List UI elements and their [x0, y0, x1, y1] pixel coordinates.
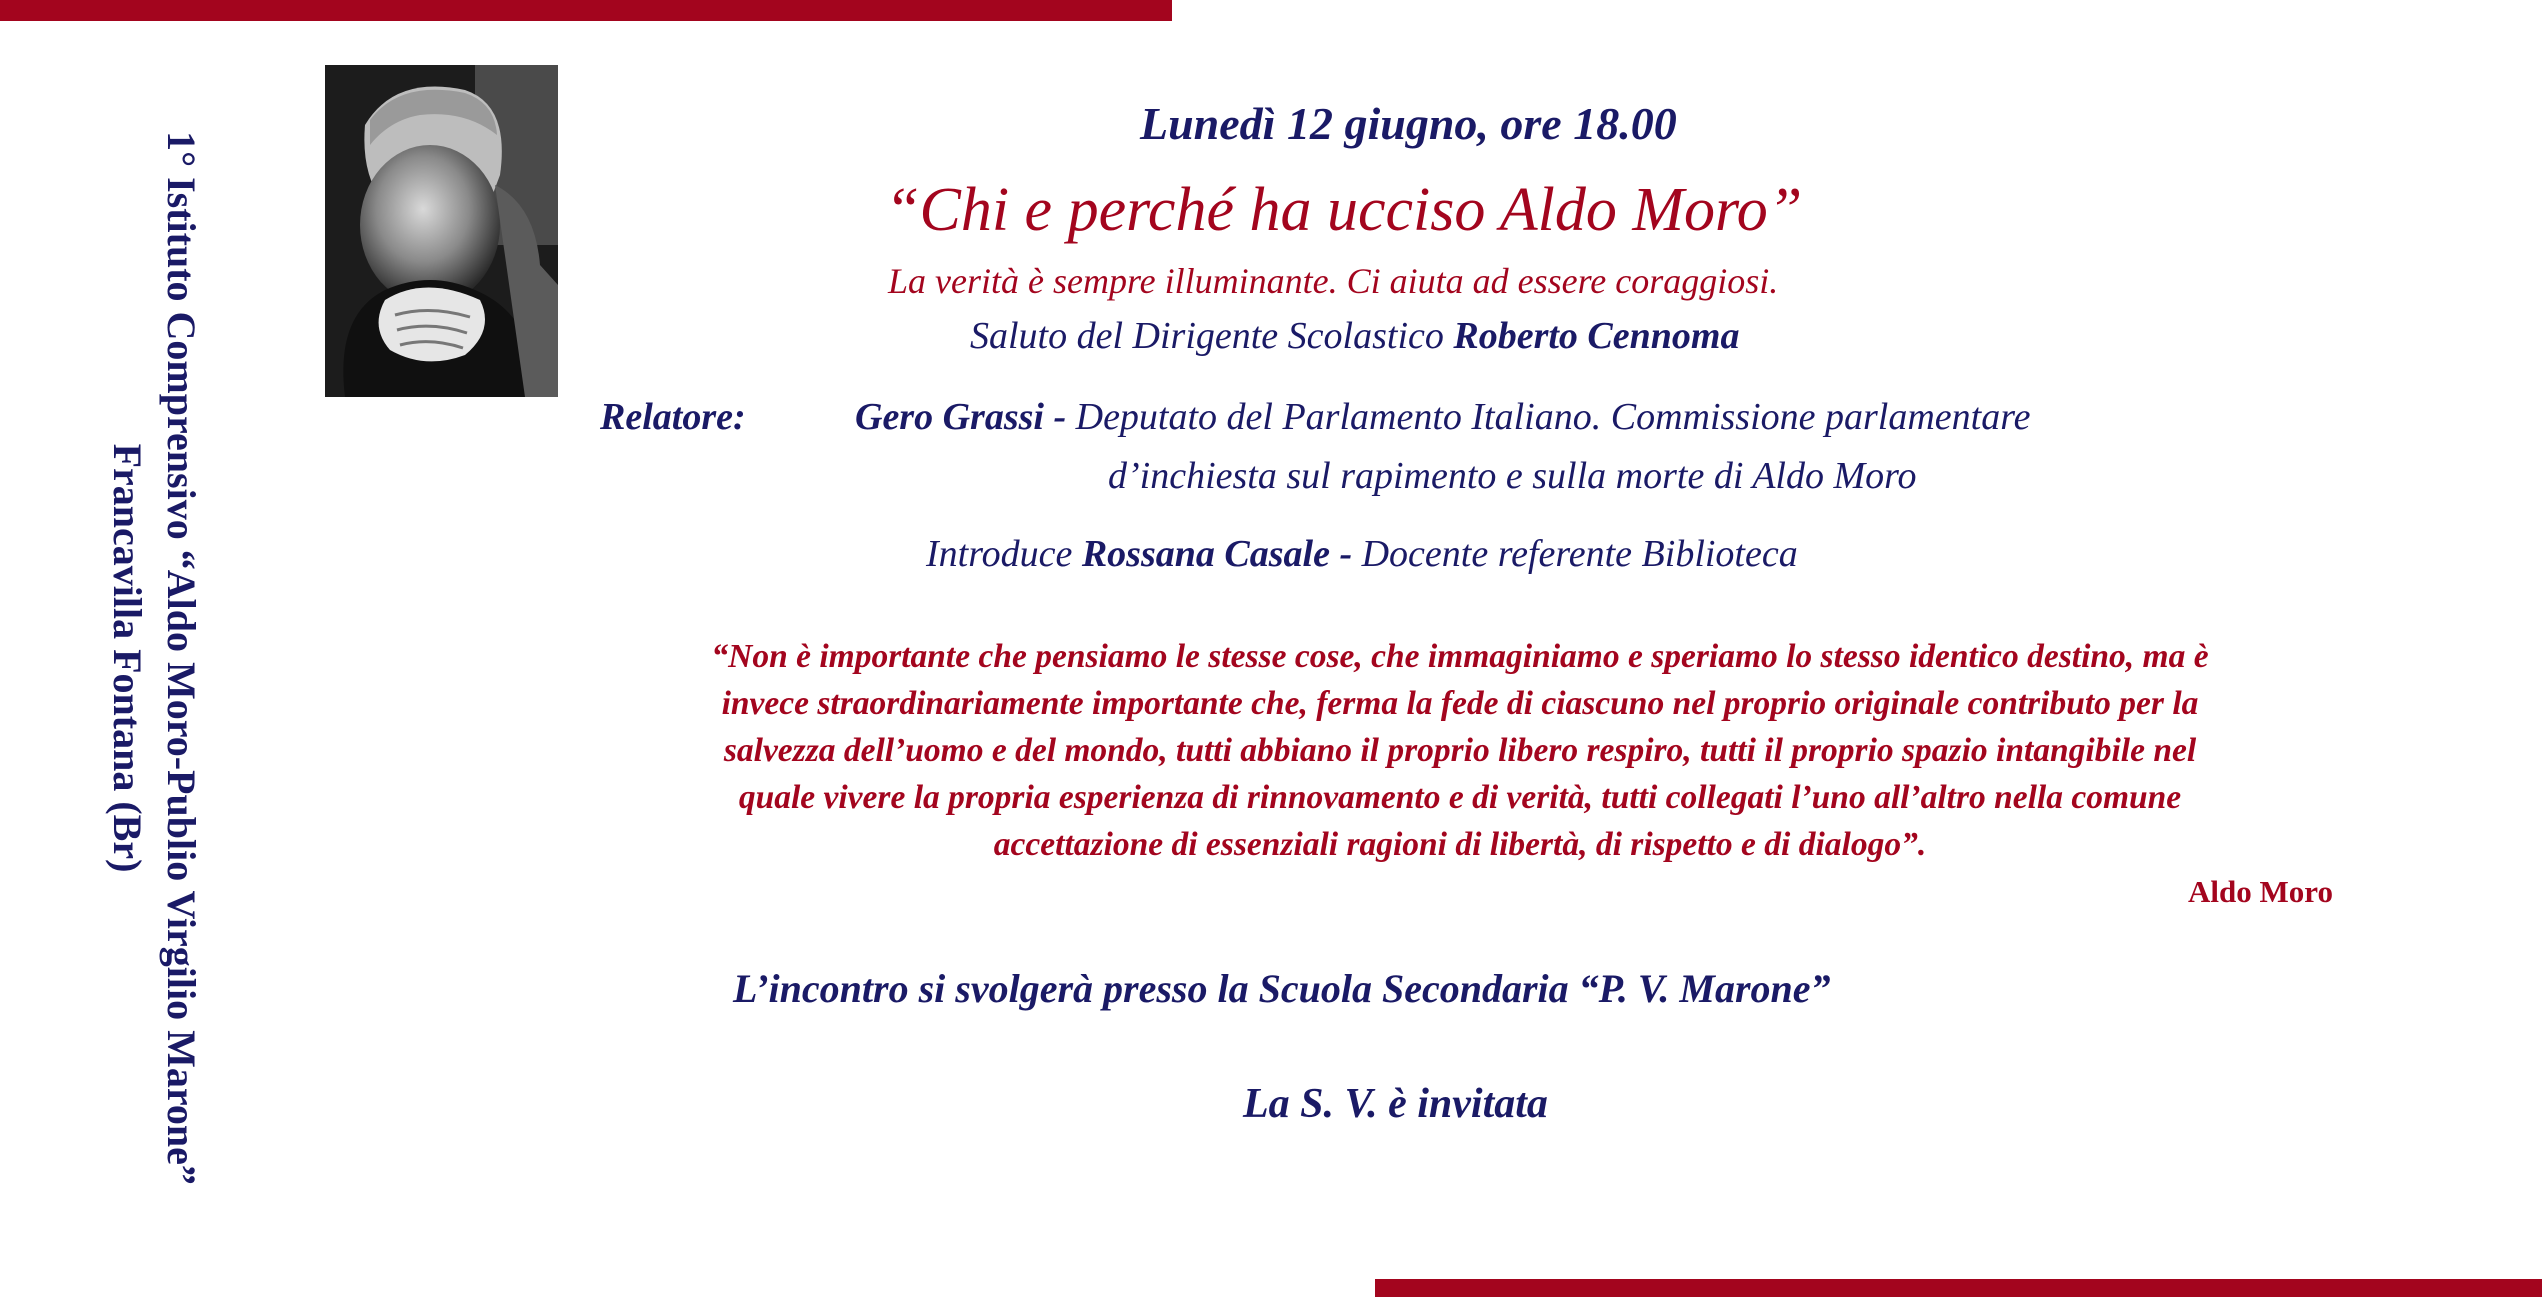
quote-line: quale vivere la propria esperienza di rinnovamento e di verità, tutti collegati l’uno all’altro nella comune: [738, 779, 2182, 816]
school-name: 1° Istituto Comprensivo “Aldo Moro-Publio Virgilio Marone”: [159, 131, 204, 1185]
portrait-image: [325, 65, 558, 397]
bottom-accent-bar: [1375, 1279, 2542, 1297]
quote-line: accettazione di essenziali ragioni di libertà, di rispetto e di dialogo”.: [993, 826, 1927, 863]
quote-line: salvezza dell’uomo e del mondo, tutti abbiano il proprio libero respiro, tutti il proprio spazio intangibile nel: [723, 732, 2197, 769]
speaker-label: Relatore:: [600, 396, 746, 438]
introduction-line: [926, 532, 1798, 576]
speaker-role-continued: d’inchiesta sul rapimento e sulla morte di Aldo Moro: [1108, 455, 1917, 497]
speaker-name: Gero Grassi -: [855, 396, 1067, 438]
invitation-line: La S. V. è invitata: [1243, 1081, 1548, 1127]
principal-name: Roberto Cennoma: [1453, 315, 1740, 357]
speaker-line: [855, 395, 2030, 439]
moro-quote: [500, 633, 2420, 868]
event-title: “Chi e perché ha ucciso Aldo Moro”: [885, 176, 1803, 244]
event-subtitle: La verità è sempre illuminante. Ci aiuta ad essere coraggiosi.: [888, 261, 1779, 301]
event-date: Lunedì 12 giugno, ore 18.00: [1140, 98, 1677, 149]
vertical-school-name: [98, 68, 208, 1248]
speaker-role: Deputato del Parlamento Italiano. Commissione parlamentare: [1066, 396, 2031, 438]
introduction-prefix: Introduce: [926, 533, 1082, 575]
portrait-photo: [325, 65, 558, 397]
school-location: Francavilla Fontana (Br): [105, 443, 150, 873]
greeting-prefix: Saluto del Dirigente Scolastico: [970, 315, 1454, 357]
quote-line: invece straordinariamente importante che, ferma la fede di ciascuno nel proprio originale contributo per la: [721, 685, 2199, 722]
introducer-role: Docente referente Biblioteca: [1352, 533, 1798, 575]
greeting-line: [970, 314, 1739, 358]
quote-line: “Non è importante che pensiamo le stesse cose, che immaginiamo e speriamo lo stesso identico destino, ma è: [711, 638, 2209, 675]
top-accent-bar: [0, 0, 1172, 21]
introducer-name: Rossana Casale -: [1081, 533, 1353, 575]
vertical-text-block: [100, 68, 208, 1248]
quote-author: Aldo Moro: [2188, 874, 2333, 909]
venue-line: L’incontro si svolgerà presso la Scuola Secondaria “P. V. Marone”: [733, 966, 1831, 1011]
